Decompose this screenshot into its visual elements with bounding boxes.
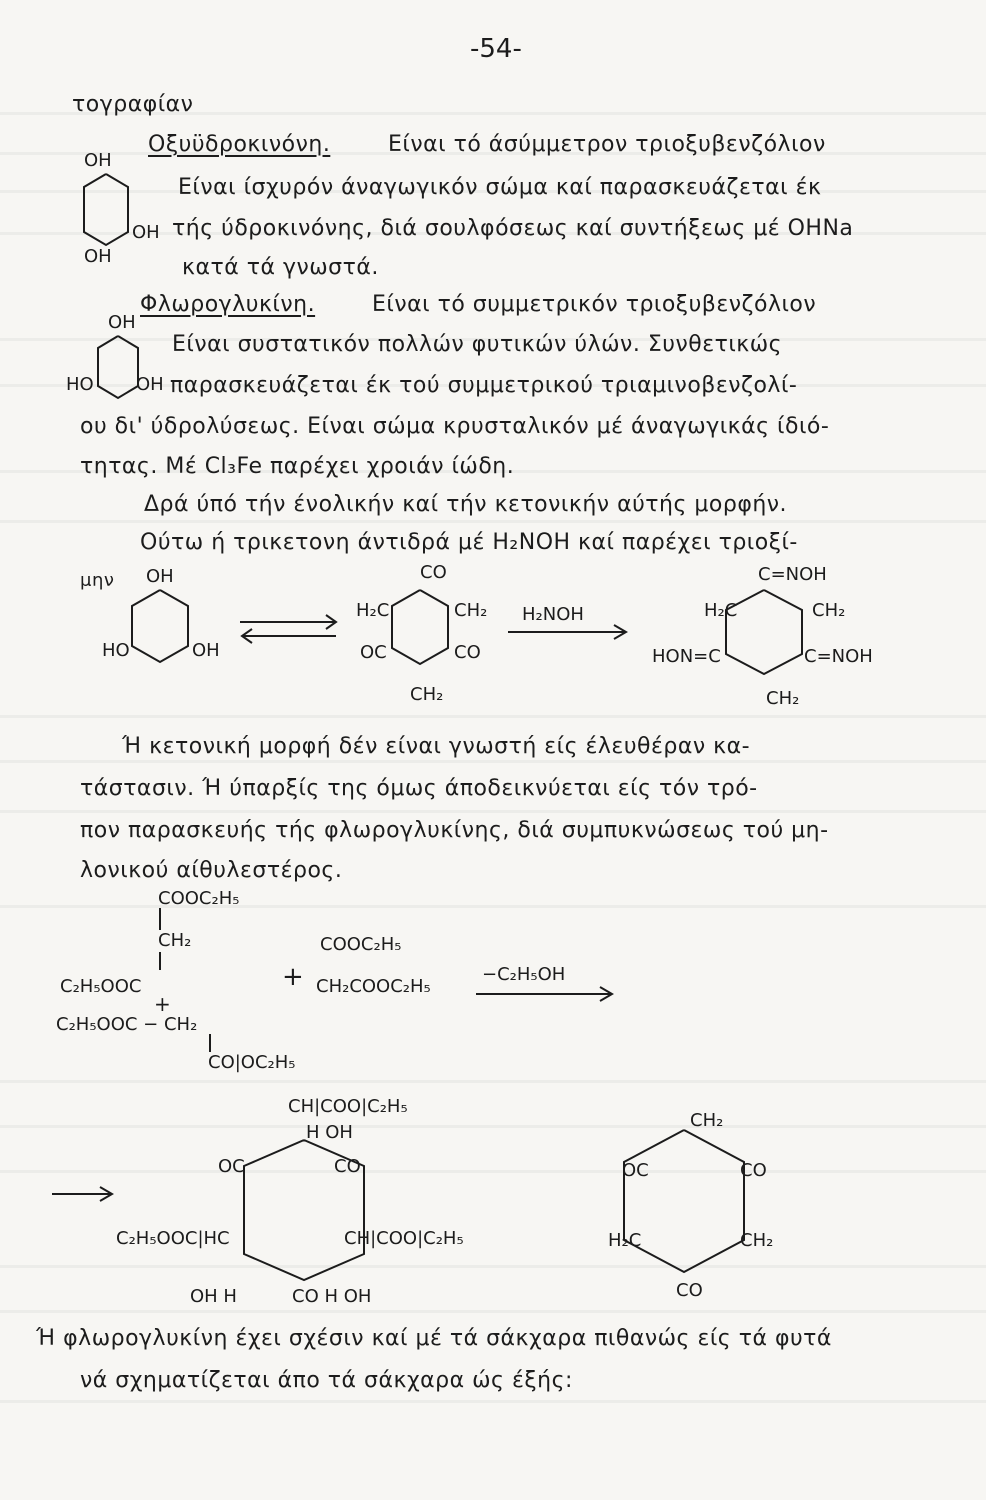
text-line: τής ύδροκινόνης, διά σουλφόσεως καί συντήξεως μέ OHNa	[172, 216, 854, 241]
text-line: Ούτω ή τρικετονη άντιδρά μέ H₂NOH καί παρέχει τριοξί-	[140, 530, 798, 555]
oh-label: OH	[136, 374, 164, 395]
text-line: νά σχηματίζεται άπο τά σάκχαρα ώς έξής:	[80, 1368, 573, 1393]
ho-label: HO	[66, 374, 94, 395]
co-label: CO	[334, 1156, 361, 1177]
text-line: παρασκευάζεται έκ τού συμμετρικού τριαμινοβενζολί-	[170, 373, 798, 398]
ch2-label: CH₂	[410, 684, 444, 705]
text-line: λονικού αίθυλεστέρος.	[80, 858, 343, 883]
ch2-label: CH₂	[740, 1230, 774, 1251]
text-line: ου δι' ύδρολύσεως. Είναι σώμα κρυσταλικόν μέ άναγωγικάς ίδιό-	[80, 414, 830, 439]
text-line: τογραφίαν	[72, 92, 194, 117]
c2h5ooc-label: C₂H₅OOC	[60, 976, 142, 997]
text-line: τάστασιν. Ή ύπαρξίς της όμως άποδεικνύεται είς τόν τρό-	[80, 776, 758, 801]
oh-label: OH	[84, 246, 112, 267]
equilibrium-arrows	[236, 610, 346, 650]
ch2-label: CH₂	[454, 600, 488, 621]
section-title-phloroglucinol: Φλωρογλυκίνη.	[140, 292, 316, 317]
oh-label: OH	[84, 150, 112, 171]
text-line: πον παρασκευής τής φλωρογλυκίνης, διά συμπυκνώσεως τού μη-	[80, 818, 829, 843]
co-oc2h5-label: CO|OC₂H₅	[208, 1052, 296, 1073]
h2c-label: H₂C	[704, 600, 738, 621]
oh-label: OH	[192, 640, 220, 661]
oc-label: OC	[622, 1160, 649, 1181]
section-title-oxyhydroquinone: Οξυϋδροκινόνη.	[148, 132, 331, 157]
noh-label: C=NOH	[758, 564, 827, 585]
enol-form-ring	[128, 588, 208, 678]
cooc2h5-label: COOC₂H₅	[158, 888, 240, 909]
co-h-oh-label: CO H OH	[292, 1286, 372, 1307]
co-label: CO	[740, 1160, 767, 1181]
ch2-label: CH₂	[690, 1110, 724, 1131]
co-label: CO	[454, 642, 481, 663]
ho-label: HO	[102, 640, 130, 661]
cooc2h5-label: COOC₂H₅	[320, 934, 402, 955]
ch2-label: CH₂	[812, 600, 846, 621]
noh-label: C=NOH	[804, 646, 873, 667]
text-line: Είναι τό άσύμμετρον τριοξυβενζόλιον	[388, 132, 826, 157]
h-oh-label: H OH	[306, 1122, 353, 1143]
oc-label: OC	[360, 642, 387, 663]
reaction-arrow	[506, 624, 636, 644]
c2h5ooc-ch2-label: C₂H₅OOC − CH₂	[56, 1014, 198, 1035]
oh-h-label: OH H	[190, 1286, 237, 1307]
text-line: Είναι συστατικόν πολλών φυτικών ύλών. Συνθετικώς	[172, 332, 783, 357]
text-line: μην	[80, 570, 115, 591]
text-line: Είναι τό συμμετρικόν τριοξυβενζόλιον	[372, 292, 817, 317]
elimination-label: −C₂H₅OH	[482, 964, 566, 985]
ch2-label: CH₂	[158, 930, 192, 951]
ch-coo-c2h5-label: CH|COO|C₂H₅	[288, 1096, 408, 1117]
text-line: Είναι ίσχυρόν άναγωγικόν σώμα καί παρασκευάζεται έκ	[178, 175, 822, 200]
page-number: -54-	[470, 34, 522, 64]
co-label: CO	[420, 562, 447, 583]
h2c-label: H₂C	[608, 1230, 642, 1251]
reagent-h2noh: H₂NOH	[522, 604, 584, 625]
co-label: CO	[676, 1280, 703, 1301]
hon-label: HON=C	[652, 646, 721, 667]
ch2-label: CH₂	[766, 688, 800, 709]
text-line: Δρά ύπό τήν ένολικήν καί τήν κετονικήν αύτής μορφήν.	[144, 492, 788, 517]
h2c-label: H₂C	[356, 600, 390, 621]
c2h5ooc-hc-label: C₂H₅OOC|HC	[116, 1228, 230, 1249]
plus-sign: +	[282, 962, 304, 992]
oh-label: OH	[108, 312, 136, 333]
text-line: Ή φλωρογλυκίνη έχει σχέσιν καί μέ τά σάκχαρα πιθανώς είς τά φυτά	[36, 1326, 832, 1351]
text-line: Ή κετονική μορφή δέν είναι γνωστή είς έλευθέραν κα-	[122, 734, 751, 759]
oc-label: OC	[218, 1156, 245, 1177]
oh-label: OH	[132, 222, 160, 243]
plus-sign: +	[154, 992, 171, 1016]
reaction-arrow	[474, 986, 624, 1006]
ch2cooc2h5-label: CH₂COOC₂H₅	[316, 976, 431, 997]
product-ring	[608, 1120, 758, 1290]
text-line: τητας. Μέ Cl₃Fe παρέχει χροιάν ίώδη.	[80, 454, 515, 479]
oh-label: OH	[146, 566, 174, 587]
bond-line	[156, 948, 166, 974]
ch-coo-c2h5-label: CH|COO|C₂H₅	[344, 1228, 464, 1249]
continuation-arrow	[50, 1186, 120, 1206]
text-line: κατά τά γνωστά.	[182, 255, 379, 280]
